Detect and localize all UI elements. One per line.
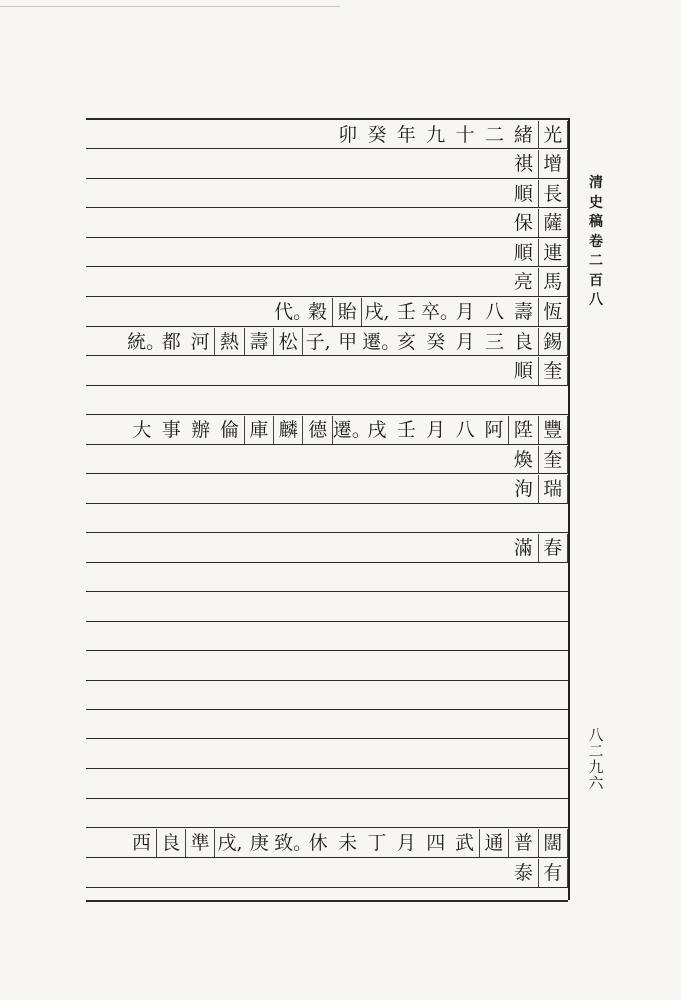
table-char: 壬 xyxy=(396,301,416,323)
table-row xyxy=(333,121,568,149)
table-char: 熱 xyxy=(215,328,244,356)
table-char: 月 xyxy=(455,301,475,323)
table-row xyxy=(509,446,568,474)
table-row xyxy=(509,534,568,562)
table-char: 貽 xyxy=(333,298,362,326)
table-char: 長 xyxy=(539,180,568,208)
table-char: 薩 xyxy=(539,209,568,237)
table-char: 癸 xyxy=(367,124,387,146)
table-char: 戌 xyxy=(367,419,387,441)
row-rule xyxy=(86,562,568,563)
row-rule xyxy=(86,680,568,681)
table-char: 順 xyxy=(509,357,538,385)
table-char: 月 xyxy=(396,832,416,854)
table-row xyxy=(127,829,568,857)
table-row xyxy=(509,239,568,267)
table-char: 休 xyxy=(308,832,328,854)
row-rule xyxy=(86,532,568,533)
row-rule xyxy=(86,621,568,622)
page-top-edge-line xyxy=(0,6,340,7)
table-char: 月 xyxy=(455,331,475,353)
table-char: 九 xyxy=(426,124,446,146)
table-char: 有 xyxy=(539,859,568,887)
table-char: 月 xyxy=(426,419,446,441)
row-rule xyxy=(86,887,568,888)
table-char: 甲 xyxy=(338,331,358,353)
table-char: 壬 xyxy=(396,419,416,441)
table-char: 代。 xyxy=(274,301,313,323)
table-row xyxy=(509,209,568,237)
table-char: 穀 xyxy=(303,298,332,326)
table-char: 統。 xyxy=(127,331,166,353)
table-char: 奎 xyxy=(539,446,568,474)
table-char: 松 xyxy=(274,328,303,356)
row-rule xyxy=(86,591,568,592)
table-char: 阿 xyxy=(480,416,509,444)
table-char: 癸 xyxy=(426,331,446,353)
table-char: 十 xyxy=(455,124,475,146)
table-char: 大 xyxy=(132,419,152,441)
row-rule xyxy=(86,857,568,858)
row-rule xyxy=(86,827,568,828)
table-char: 麟 xyxy=(274,416,303,444)
table-row xyxy=(509,475,568,503)
table-char: 陞 xyxy=(509,416,538,444)
table-char: 祺 xyxy=(509,150,538,178)
table-char: 良 xyxy=(157,829,186,857)
table-char: 遷。 xyxy=(362,331,401,353)
side-title: 清史稿卷二百八 xyxy=(589,175,603,308)
table-char: 三 xyxy=(485,331,505,353)
row-rule xyxy=(86,118,568,120)
table-char: 保 xyxy=(509,209,538,237)
table-char: 豐 xyxy=(539,416,568,444)
table-char: 丁 xyxy=(367,832,387,854)
table-char: 準 xyxy=(186,829,215,857)
row-rule xyxy=(86,709,568,710)
table-char: 倫 xyxy=(215,416,244,444)
table-char: 遷。 xyxy=(332,419,371,441)
table-char: 奎 xyxy=(539,357,568,385)
table-char: 八 xyxy=(455,419,475,441)
table-char: 未 xyxy=(338,832,358,854)
table-char: 都 xyxy=(161,331,181,353)
table-row xyxy=(127,328,568,356)
page-number: 八二九六 xyxy=(588,726,604,792)
table-char: 順 xyxy=(509,180,538,208)
table-char: 泰 xyxy=(509,859,538,887)
table-char: 煥 xyxy=(509,446,538,474)
row-rule xyxy=(86,266,568,267)
row-rule xyxy=(86,473,568,474)
table-right-border xyxy=(568,118,570,900)
table-char: 庚 xyxy=(249,832,269,854)
table-char: 亮 xyxy=(509,268,538,296)
table-char: 緒 xyxy=(509,121,538,149)
row-rule xyxy=(86,414,568,415)
table-char: 滿 xyxy=(509,534,538,562)
table-char: 武 xyxy=(450,829,479,857)
row-rule xyxy=(86,207,568,208)
table-char: 連 xyxy=(539,239,568,267)
table-char: 亥 xyxy=(396,331,416,353)
row-rule xyxy=(86,326,568,327)
row-rule xyxy=(86,296,568,297)
table-char: 辦 xyxy=(191,419,211,441)
table-char: 普 xyxy=(509,829,538,857)
row-rule xyxy=(86,650,568,651)
table-row xyxy=(274,298,568,326)
table-row xyxy=(509,150,568,178)
table-char: 德 xyxy=(303,416,332,444)
table-char: 卒。 xyxy=(421,301,460,323)
table-char: 卯 xyxy=(338,124,358,146)
table-char: 良 xyxy=(509,328,538,356)
table-char: 洵 xyxy=(509,475,538,503)
table-char: 戌, xyxy=(217,832,243,854)
table-char: 光 xyxy=(539,121,568,149)
table-row xyxy=(509,268,568,296)
table-char: 八 xyxy=(485,301,505,323)
table-char: 河 xyxy=(186,328,215,356)
table-char: 通 xyxy=(480,829,509,857)
table-char: 順 xyxy=(509,239,538,267)
table-row xyxy=(509,357,568,385)
row-rule xyxy=(86,798,568,799)
table-char: 壽 xyxy=(245,328,274,356)
table-char: 庫 xyxy=(245,416,274,444)
table-char: 增 xyxy=(539,150,568,178)
row-rule xyxy=(86,444,568,445)
table-char: 年 xyxy=(396,124,416,146)
row-rule xyxy=(86,738,568,739)
table-char: 致。 xyxy=(274,832,313,854)
table-row xyxy=(509,180,568,208)
table-char: 春 xyxy=(539,534,568,562)
table-char: 子, xyxy=(305,331,331,353)
table-char: 四 xyxy=(426,832,446,854)
table-char: 二 xyxy=(485,124,505,146)
table-char: 馬 xyxy=(539,268,568,296)
table-char: 瑞 xyxy=(539,475,568,503)
row-rule xyxy=(86,503,568,504)
row-rule xyxy=(86,385,568,386)
table-row xyxy=(509,859,568,887)
table-char: 戌, xyxy=(364,301,390,323)
table-char: 西 xyxy=(127,829,156,857)
table-char: 錫 xyxy=(539,328,568,356)
table-row xyxy=(127,416,568,444)
row-rule xyxy=(86,178,568,179)
table-char: 闊 xyxy=(539,829,568,857)
table-char: 壽 xyxy=(509,298,538,326)
table-char: 恆 xyxy=(539,298,568,326)
table-char: 事 xyxy=(161,419,181,441)
row-rule xyxy=(86,237,568,238)
row-rule xyxy=(86,900,568,902)
row-rule xyxy=(86,768,568,769)
